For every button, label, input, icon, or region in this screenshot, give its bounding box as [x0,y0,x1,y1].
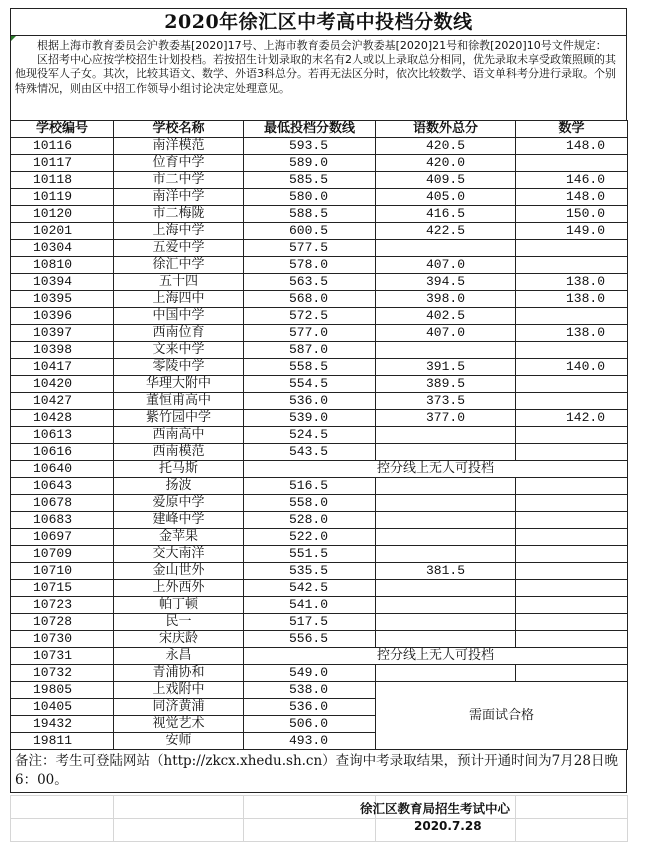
table-row [11,342,628,359]
min-score-cell: 572.5 [244,308,376,325]
core-total-cell: 394.5 [376,274,516,291]
core-total-cell [376,240,516,257]
math-score-cell: 150.0 [516,206,628,223]
math-score-cell [516,563,628,580]
min-score-cell: 600.5 [244,223,376,240]
min-score-cell: 593.5 [244,138,376,155]
school-code-cell: 10427 [11,393,114,410]
school-name-cell: 上外西外 [114,580,244,597]
min-score-cell: 538.0 [244,682,376,699]
intro-paragraph-2: 区招考中心应按学校招生计划投档。若按招生计划录取的末名有2人或以上录取总分相同，优先录取未享受政策照顾的其他现役军人子女。其次，比较其语文、数学、外语3科总分。若再无法区分时，依次比较数学、语文单科考分进行录取。个别特殊情况，则由区中招工作领导小组讨论决定处理意见。 [15,53,616,95]
table-row [11,597,628,614]
min-score-cell: 558.5 [244,359,376,376]
school-code-cell: 10723 [11,597,114,614]
core-total-cell: 391.5 [376,359,516,376]
core-total-cell [376,427,516,444]
issuer-org: 徐汇区教育局招生考试中心 [360,801,511,816]
header-school-name: 学校名称 [114,121,244,138]
school-code-cell: 10398 [11,342,114,359]
math-score-cell: 148.0 [516,138,628,155]
school-code-cell: 10428 [11,410,114,427]
header-core-total: 语数外总分 [376,121,516,138]
school-name-cell: 建峰中学 [114,512,244,529]
school-code-cell: 10405 [11,699,114,716]
core-total-cell: 422.5 [376,223,516,240]
school-name-cell: 董恒甫高中 [114,393,244,410]
table-row [11,155,628,172]
table-row [11,274,628,291]
school-name-cell: 上海中学 [114,223,244,240]
school-name-cell: 爱原中学 [114,495,244,512]
math-score-cell [516,155,628,172]
score-table [10,120,628,750]
table-row [11,478,628,495]
core-total-cell [376,631,516,648]
math-score-cell [516,308,628,325]
math-score-cell: 148.0 [516,189,628,206]
min-score-cell: 543.5 [244,444,376,461]
min-score-cell: 517.5 [244,614,376,631]
math-score-cell: 140.0 [516,359,628,376]
core-total-cell: 416.5 [376,206,516,223]
table-row [11,393,628,410]
core-total-cell [376,342,516,359]
table-row [11,206,628,223]
math-score-cell [516,631,628,648]
school-name-cell: 西南高中 [114,427,244,444]
school-name-cell: 位育中学 [114,155,244,172]
core-total-cell [376,512,516,529]
school-code-cell: 10810 [11,257,114,274]
core-total-cell: 409.5 [376,172,516,189]
math-score-cell: 138.0 [516,274,628,291]
school-name-cell: 上戏附中 [114,682,244,699]
min-score-cell: 524.5 [244,427,376,444]
core-total-cell [376,580,516,597]
school-code-cell: 10697 [11,529,114,546]
school-code-cell: 10678 [11,495,114,512]
remark-note: 备注：考生可登陆网站（http://zkcx.xhedu.sh.cn）查询中考录取结果，预计开通时间为7月28日晚6：00。 [10,749,627,793]
math-score-cell [516,495,628,512]
table-row [11,325,628,342]
math-score-cell [516,614,628,631]
school-name-cell: 华理大附中 [114,376,244,393]
table-row [11,308,628,325]
min-score-cell: 493.0 [244,733,376,750]
math-score-cell [516,444,628,461]
min-score-cell: 536.0 [244,699,376,716]
school-code-cell: 10731 [11,648,114,665]
min-score-cell: 551.5 [244,546,376,563]
school-name-cell: 五十四 [114,274,244,291]
school-name-cell: 五爱中学 [114,240,244,257]
school-code-cell: 10728 [11,614,114,631]
min-score-cell: 563.5 [244,274,376,291]
school-code-cell: 19811 [11,733,114,750]
no-admission-note: 控分线上无人可投档 [244,648,628,665]
min-score-cell: 568.0 [244,291,376,308]
school-code-cell: 10730 [11,631,114,648]
core-total-cell: 420.0 [376,155,516,172]
min-score-cell: 577.0 [244,325,376,342]
table-row [11,240,628,257]
school-code-cell: 10120 [11,206,114,223]
footer [10,795,627,841]
math-score-cell: 138.0 [516,325,628,342]
table-row [11,631,628,648]
min-score-cell: 516.5 [244,478,376,495]
core-total-cell [376,614,516,631]
issue-date: 2020.7.28 [414,819,482,833]
core-total-cell: 420.5 [376,138,516,155]
core-total-cell: 407.0 [376,257,516,274]
school-name-cell: 金山世外 [114,563,244,580]
school-code-cell: 10643 [11,478,114,495]
school-code-cell: 10394 [11,274,114,291]
min-score-cell: 577.5 [244,240,376,257]
school-name-cell: 市二梅陇 [114,206,244,223]
intro-paragraph-1: 根据上海市教育委员会沪教委基[2020]17号、上海市教育委员会沪教委基[2020]21号和徐教[2020]10号文件规定： [37,39,607,52]
core-total-cell [376,529,516,546]
math-score-cell [516,257,628,274]
math-score-cell [516,580,628,597]
core-total-cell: 373.5 [376,393,516,410]
min-score-cell: 554.5 [244,376,376,393]
math-score-cell: 149.0 [516,223,628,240]
footer-gridlines [10,795,628,842]
math-score-cell [516,529,628,546]
min-score-cell: 588.5 [244,206,376,223]
core-total-cell [376,478,516,495]
school-code-cell: 10420 [11,376,114,393]
school-name-cell: 永昌 [114,648,244,665]
header-min-score: 最低投档分数线 [244,121,376,138]
min-score-cell: 585.5 [244,172,376,189]
table-row [11,189,628,206]
school-name-cell: 西南位育 [114,325,244,342]
no-admission-note: 控分线上无人可投档 [244,461,628,478]
school-name-cell: 安师 [114,733,244,750]
min-score-cell: 535.5 [244,563,376,580]
school-name-cell: 中国中学 [114,308,244,325]
school-code-cell: 10715 [11,580,114,597]
school-name-cell: 零陵中学 [114,359,244,376]
table-row [11,444,628,461]
min-score-cell: 506.0 [244,716,376,733]
core-total-cell [376,495,516,512]
school-name-cell: 宋庆龄 [114,631,244,648]
math-score-cell: 138.0 [516,291,628,308]
school-code-cell: 10683 [11,512,114,529]
table-row [11,376,628,393]
min-score-cell: 528.0 [244,512,376,529]
table-row [11,359,628,376]
core-total-cell: 405.0 [376,189,516,206]
school-code-cell: 10118 [11,172,114,189]
school-name-cell: 南洋中学 [114,189,244,206]
school-code-cell: 10709 [11,546,114,563]
min-score-cell: 539.0 [244,410,376,427]
school-code-cell: 10613 [11,427,114,444]
school-name-cell: 徐汇中学 [114,257,244,274]
table-row [11,563,628,580]
min-score-cell: 580.0 [244,189,376,206]
min-score-cell: 536.0 [244,393,376,410]
school-code-cell: 10640 [11,461,114,478]
table-header-row [11,121,628,138]
core-total-cell: 398.0 [376,291,516,308]
core-total-cell [376,597,516,614]
school-name-cell: 南洋模范 [114,138,244,155]
min-score-cell: 578.0 [244,257,376,274]
table-row [11,461,628,478]
math-score-cell [516,427,628,444]
math-score-cell: 142.0 [516,410,628,427]
school-name-cell: 同济黄浦 [114,699,244,716]
school-code-cell: 10116 [11,138,114,155]
core-total-cell: 407.0 [376,325,516,342]
table-row [11,495,628,512]
school-code-cell: 10117 [11,155,114,172]
school-code-cell: 10119 [11,189,114,206]
math-score-cell [516,597,628,614]
core-total-cell [376,546,516,563]
table-row [11,529,628,546]
header-school-code: 学校编号 [11,121,114,138]
table-row [11,291,628,308]
school-name-cell: 西南模范 [114,444,244,461]
table-row [11,512,628,529]
school-code-cell: 10397 [11,325,114,342]
school-name-cell: 文来中学 [114,342,244,359]
min-score-cell: 558.0 [244,495,376,512]
table-row [11,665,628,682]
math-score-cell [516,342,628,359]
core-total-cell: 381.5 [376,563,516,580]
school-name-cell: 紫竹园中学 [114,410,244,427]
math-score-cell [516,665,628,682]
core-total-cell: 377.0 [376,410,516,427]
min-score-cell: 541.0 [244,597,376,614]
math-score-cell [516,376,628,393]
table-row [11,682,628,699]
table-row [11,546,628,563]
math-score-cell: 146.0 [516,172,628,189]
min-score-cell: 542.5 [244,580,376,597]
table-row [11,223,628,240]
school-code-cell: 19805 [11,682,114,699]
school-code-cell: 19432 [11,716,114,733]
math-score-cell [516,478,628,495]
table-row [11,427,628,444]
math-score-cell [516,393,628,410]
school-name-cell: 上海四中 [114,291,244,308]
min-score-cell: 589.0 [244,155,376,172]
table-row [11,172,628,189]
school-name-cell: 民一 [114,614,244,631]
table-row [11,410,628,427]
school-name-cell: 扬波 [114,478,244,495]
school-name-cell: 交大南洋 [114,546,244,563]
school-code-cell: 10395 [11,291,114,308]
math-score-cell [516,512,628,529]
interview-required-note: 需面试合格 [376,682,628,750]
school-code-cell: 10201 [11,223,114,240]
min-score-cell: 587.0 [244,342,376,359]
min-score-cell: 522.0 [244,529,376,546]
school-name-cell: 帕丁顿 [114,597,244,614]
core-total-cell [376,444,516,461]
math-score-cell [516,240,628,257]
school-name-cell: 托马斯 [114,461,244,478]
table-row [11,138,628,155]
table-row [11,257,628,274]
school-code-cell: 10396 [11,308,114,325]
school-name-cell: 青浦协和 [114,665,244,682]
school-name-cell: 金苹果 [114,529,244,546]
table-row [11,614,628,631]
header-math: 数学 [516,121,628,138]
school-name-cell: 市二中学 [114,172,244,189]
table-row [11,580,628,597]
min-score-cell: 556.5 [244,631,376,648]
school-name-cell: 视觉艺术 [114,716,244,733]
school-code-cell: 10417 [11,359,114,376]
school-code-cell: 10710 [11,563,114,580]
intro-text [10,36,627,120]
school-code-cell: 10732 [11,665,114,682]
core-total-cell: 402.5 [376,308,516,325]
school-code-cell: 10304 [11,240,114,257]
math-score-cell [516,546,628,563]
table-row [11,648,628,665]
page-title: 2020年徐汇区中考高中投档分数线 [10,8,627,36]
core-total-cell: 389.5 [376,376,516,393]
core-total-cell [376,665,516,682]
school-code-cell: 10616 [11,444,114,461]
min-score-cell: 549.0 [244,665,376,682]
